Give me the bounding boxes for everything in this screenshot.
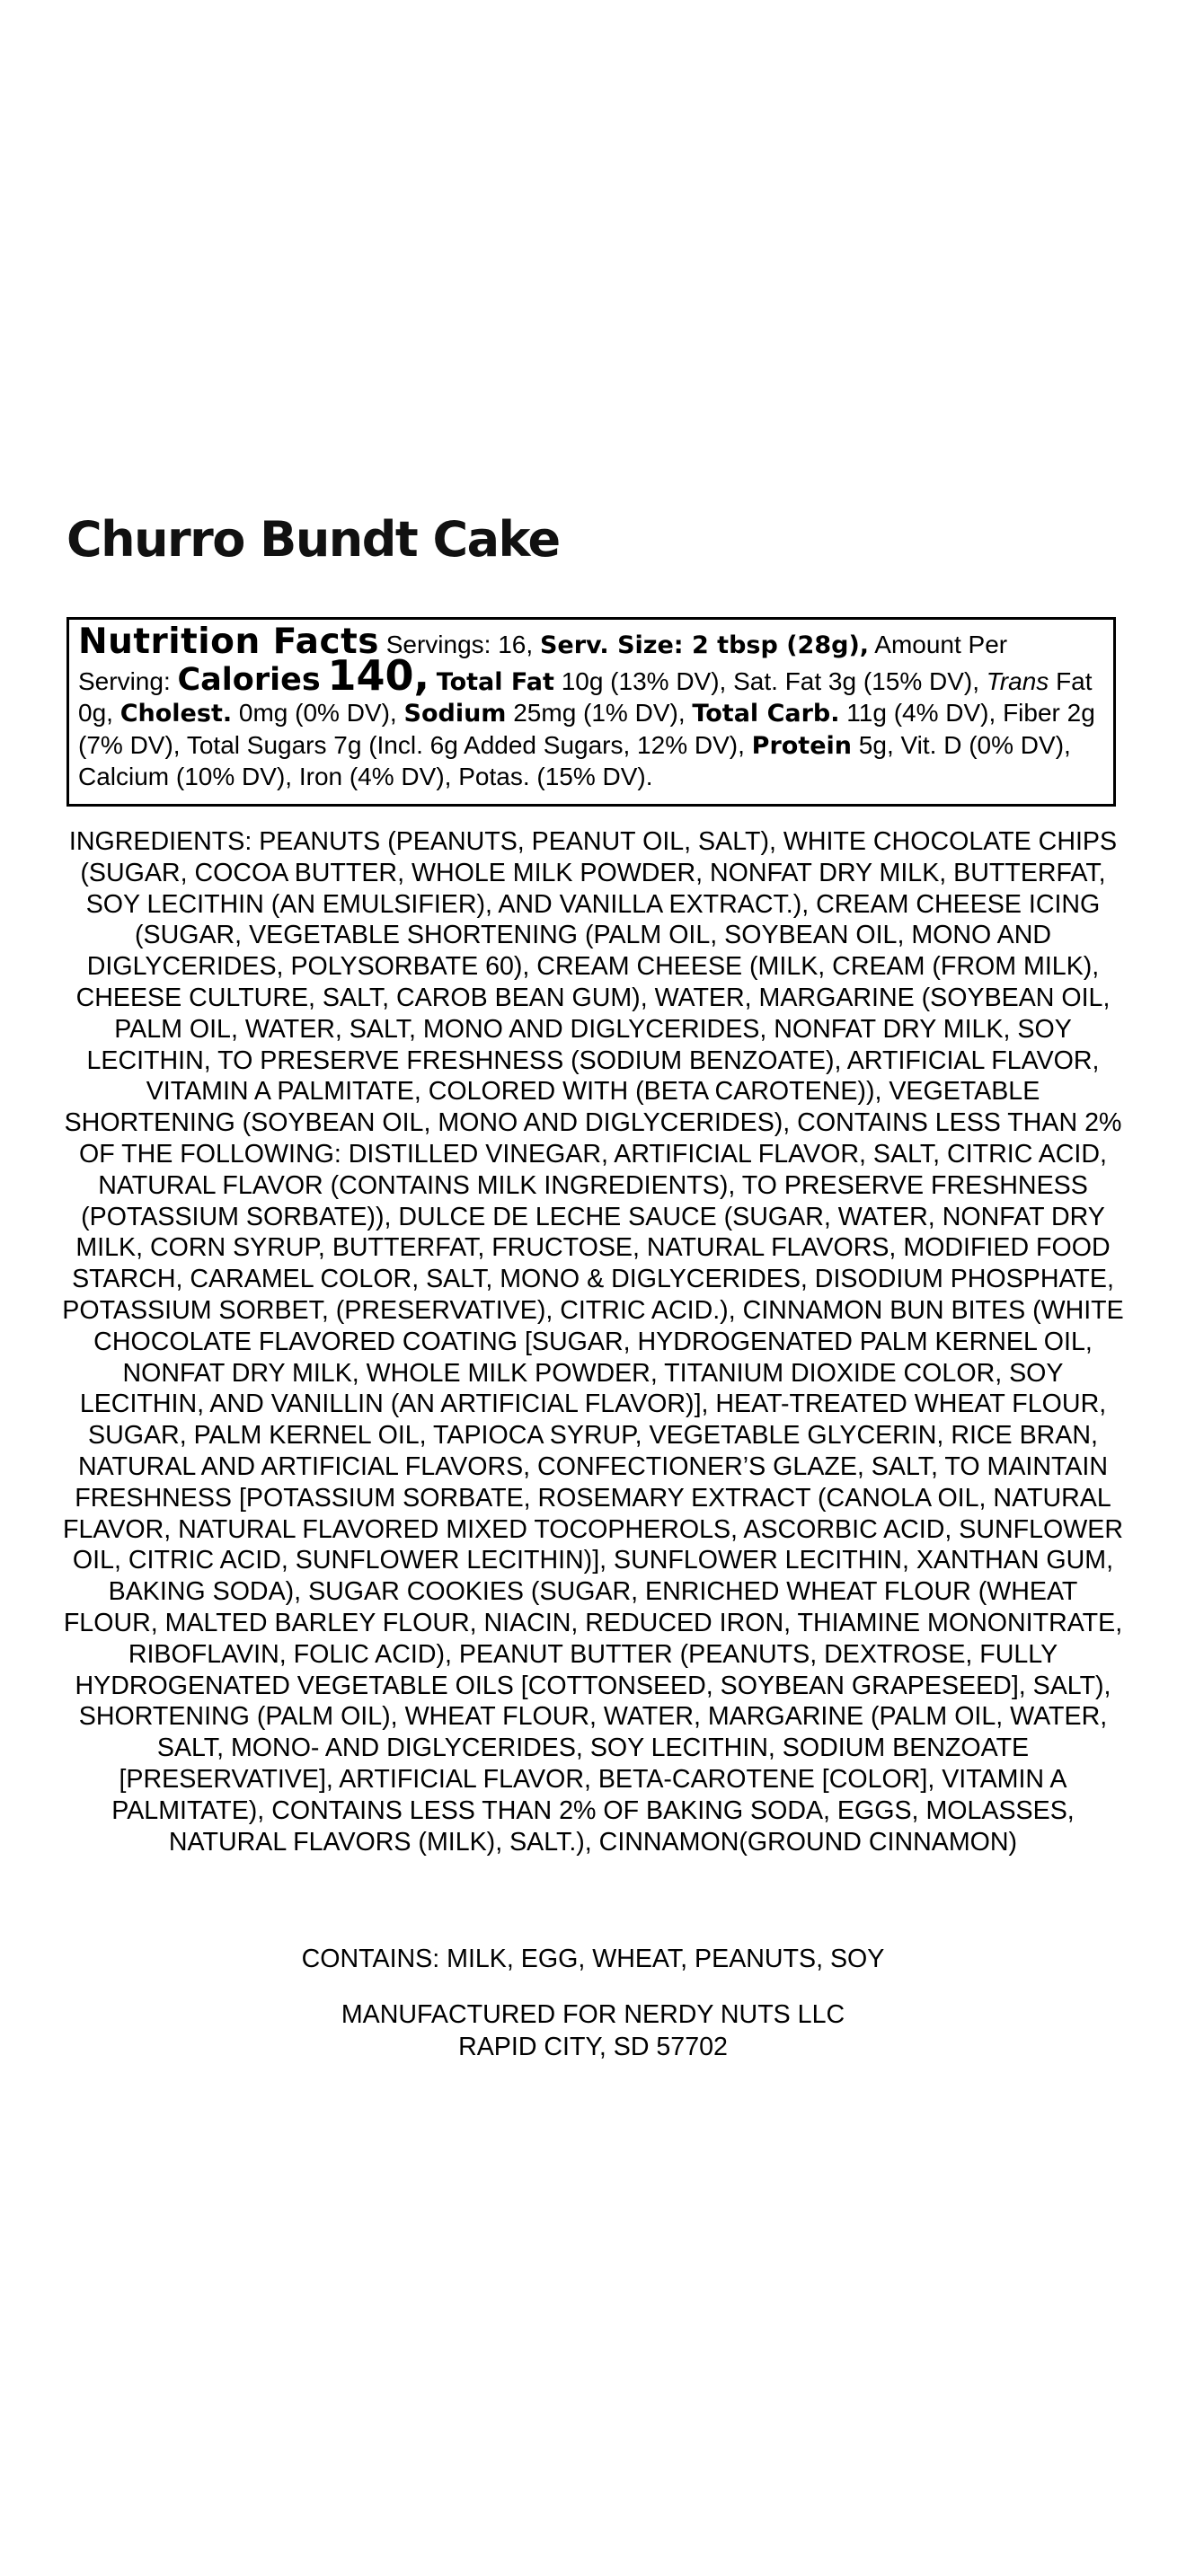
cholesterol-value: 0mg (0% DV), [238, 699, 397, 727]
manufacturer-address: RAPID CITY, SD 57702 [458, 2033, 728, 2061]
page-title: Churro Bundt Cake [66, 511, 560, 568]
serving-size-text: Serv. Size: 2 tbsp (28g), [539, 631, 870, 659]
nutrition-facts-heading: Nutrition Facts [78, 622, 379, 662]
calories-value: 140, [327, 650, 429, 700]
cholesterol-label: Cholest. [119, 700, 233, 728]
servings-text: Servings: 16, [385, 631, 534, 658]
trans-fat-label: Trans [986, 666, 1049, 695]
total-fat-label: Total Fat [436, 667, 554, 696]
ingredients-list: INGREDIENTS: PEANUTS (PEANUTS, PEANUT OIL, SALT), WHITE CHOCOLATE CHIPS (SUGAR, COCOA BUTTER, WHOLE MILK POWDER, NONFAT DRY MILK, BUTTERFAT, SOY LECITHIN (AN EMULSIFIER), AND VANILLA EXTRACT.), CREAM CHEESE ICING (SUGAR, VEGETABLE SHORTENING (PALM OIL, SOYBEAN OIL, MONO AND DIGLYCERIDES, POLYSORBATE 60), CREAM CHEESE (MILK, CREAM (FROM MILK), CHEESE CULTURE, SALT, CAROB BEAN GUM), WATER, MARGARINE (SOYBEAN OIL, PALM OIL, WATER, SALT, MONO AND DIGLYCERIDES, NONFAT DRY MILK, SOY LECITHIN, TO PRESERVE FRESHNESS (SODIUM BENZOATE), ARTIFICIAL FLAVOR, VITAMIN A PALMITATE, COLORED WITH (BETA CAROTENE)), VEGETABLE SHORTENING (SOYBEAN OIL, MONO AND DIGLYCERIDES), CONTAINS LESS THAN 2% OF THE FOLLOWING: DISTILLED VINEGAR, ARTIFICIAL FLAVOR, SALT, CITRIC ACID, NATURAL FLAVOR (CONTAINS MILK INGREDIENTS), TO PRESERVE FRESHNESS (POTASSIUM SORBATE)), DULCE DE LECHE SAUCE (SUGAR, WATER, NONFAT DRY MILK, CORN SYRUP, BUTTERFAT, FRUCTOSE, NATURAL FLAVORS, MODIFIED FOOD STARCH, CARAMEL COLOR, SALT, MONO & DIGLYCERIDES, DISODIUM PHOSPHATE, POTASSIUM SORBET, (PRESERVATIVE), CITRIC ACID.), CINNAMON BUN BITES (WHITE CHOCOLATE FLAVORED COATING [SUGAR, HYDROGENATED PALM KERNEL OIL, NONFAT DRY MILK, WHOLE MILK POWDER, TITANIUM DIOXIDE COLOR, SOY LECITHIN, AND VANILLIN (AN ARTIFICIAL FLAVOR)], HEAT-TREATED WHEAT FLOUR, SUGAR, PALM KERNEL OIL, TAPIOCA SYRUP, VEGETABLE GLYCERIN, RICE BRAN, NATURAL AND ARTIFICIAL FLAVORS, CONFECTIONER’S GLAZE, SALT, TO MAINTAIN FRESHNESS [POTASSIUM SORBATE, ROSEMARY EXTRACT (CANOLA OIL, NATURAL FLAVOR, NATURAL FLAVORED MIXED TOCOPHEROLS, ASCORBIC ACID, SUNFLOWER OIL, CITRIC ACID, SUNFLOWER LECITHIN)], SUNFLOWER LECITHIN, XANTHAN GUM, BAKING SODA), SUGAR COOKIES (SUGAR, ENRICHED WHEAT FLOUR (WHEAT FLOUR, MALTED BARLEY FLOUR, NIACIN, REDUCED IRON, THIAMINE MONONITRATE, RIBOFLAVIN, FOLIC ACID), PEANUT BUTTER (PEANUTS, DEXTROSE, FULLY HYDROGENATED VEGETABLE OILS [COTTONSEED, SOYBEAN GRAPESEED], SALT), SHORTENING (PALM OIL), WHEAT FLOUR, WATER, MARGARINE (PALM OIL, WATER, SALT, MONO- AND DIGLYCERIDES, SOY LECITHIN, SODIUM BENZOATE [PRESERVATIVE], ARTIFICIAL FLAVOR, BETA-CAROTENE [COLOR], VITAMIN A PALMITATE), CONTAINS LESS THAN 2% OF BAKING SODA, EGGS, MOLASSES, NATURAL FLAVORS (MILK), SALT.), CINNAMON(GROUND CINNAMON) [62, 827, 1124, 1857]
manufacturer-name: MANUFACTURED FOR NERDY NUTS LLC [341, 2000, 845, 2029]
sodium-label: Sodium [403, 700, 507, 728]
trans-fat-value: Fat 0g, [78, 666, 1093, 727]
calories-label: Calories [177, 661, 321, 698]
total-fat-value: 10g (13% DV), Sat. Fat 3g (15% DV), [561, 666, 979, 695]
allergen-statement: CONTAINS: MILK, EGG, WHEAT, PEANUTS, SOY [301, 1945, 885, 1973]
manufacturer-info [0, 1998, 1186, 2063]
total-carb-value: 11g (4% DV), Fiber 2g (7% DV), Total Sugars 7g (Incl. 6g Added Sugars, 12% DV), [78, 699, 1095, 759]
protein-label: Protein [751, 731, 853, 760]
protein-value: 5g, Vit. D (0% DV), Calcium (10% DV), Iron (4% DV), Potas. (15% DV). [78, 730, 1071, 790]
nutrition-facts-panel [66, 617, 1116, 807]
sodium-value: 25mg (1% DV), [513, 699, 686, 727]
amount-per-serving-text: Amount Per Serving: [78, 631, 1008, 695]
total-carb-label: Total Carb. [692, 700, 840, 728]
